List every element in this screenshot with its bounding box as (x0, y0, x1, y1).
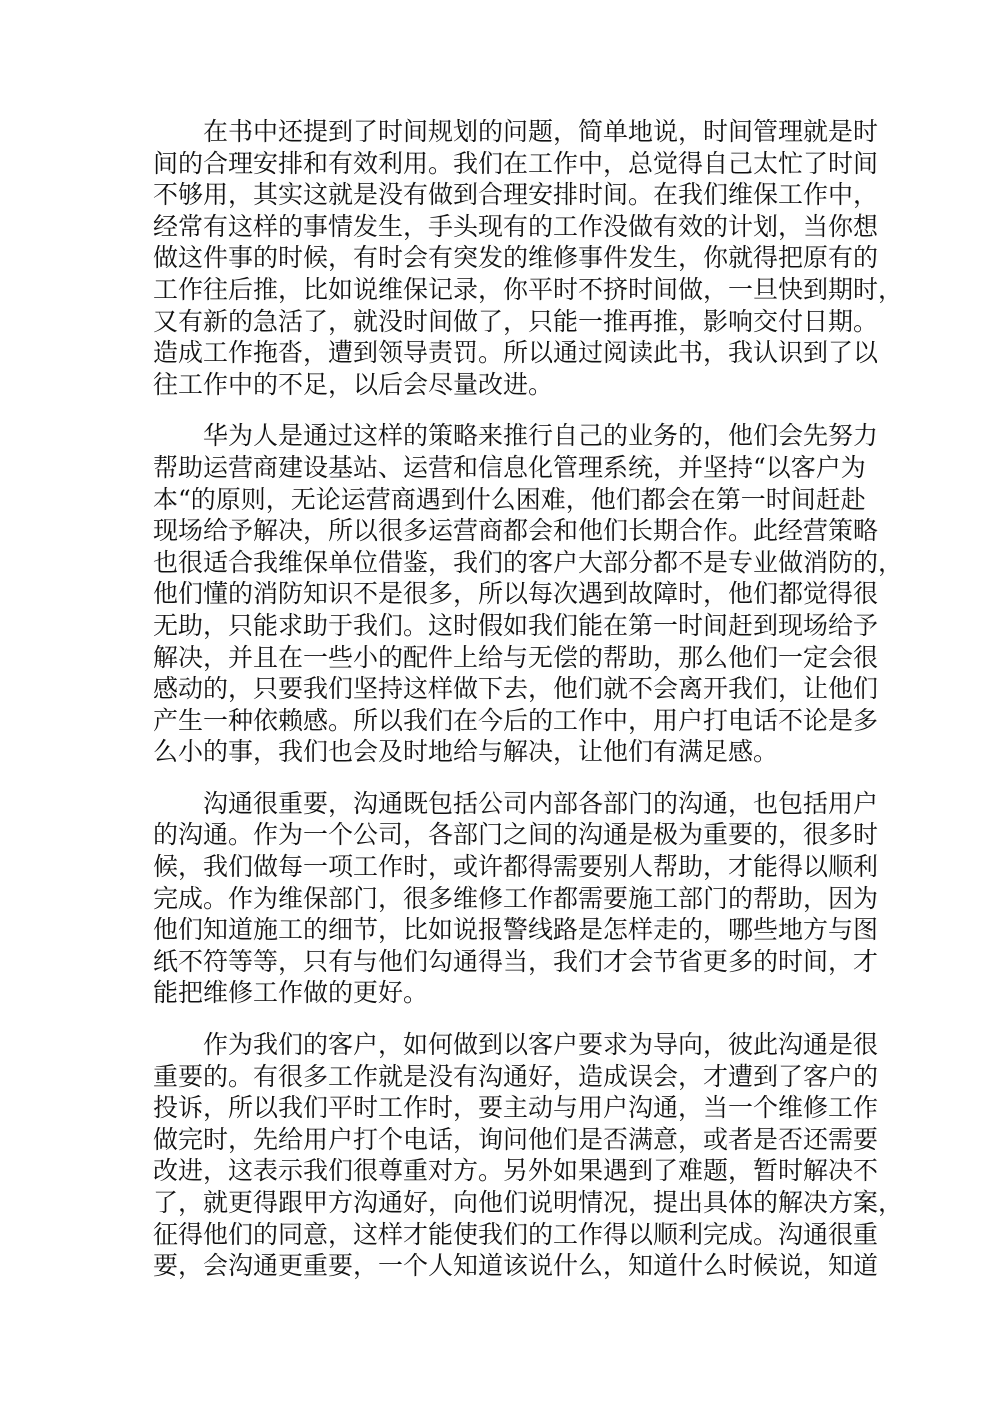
paragraph (153, 1029, 904, 1282)
paragraph (153, 420, 904, 768)
text-line: 纸不符等等，只有与他们勾通得当，我们才会节省更多的时间，才 (153, 946, 879, 976)
text-line: 了，就更得跟甲方沟通好，向他们说明情况，提出具体的解决方案， (153, 1188, 904, 1217)
text-line: 间的合理安排和有效利用。我们在工作中，总觉得自己太忙了时间 (153, 148, 879, 178)
text-line: 往工作中的不足，以后会尽量改进。 (153, 369, 554, 399)
text-line: 能把维修工作做的更好。 (153, 978, 429, 1008)
text-line: 产生一种依赖感。所以我们在今后的工作中，用户打电话不论是多 (153, 705, 879, 735)
text-line: 征得他们的同意，这样才能使我们的工作得以顺利完成。沟通很重 (153, 1219, 879, 1249)
text-line: 又有新的急活了，就没时间做了，只能一推再推，影响交付日期。 (153, 306, 879, 336)
text-line: 经常有这样的事情发生，手头现有的工作没做有效的计划，当你想 (153, 211, 879, 241)
text-line: 也很适合我维保单位借鉴，我们的客户大部分都不是专业做消防的， (153, 547, 904, 577)
paragraph (153, 788, 879, 1009)
text-line: 做完时，先给用户打个电话，询问他们是否满意，或者是否还需要 (153, 1124, 879, 1154)
paragraph (153, 116, 904, 400)
text-line: 沟通很重要，沟通既包括公司内部各部门的沟通，也包括用户 (203, 788, 879, 818)
text-line: 做这件事的时候，有时会有突发的维修事件发生，你就得把原有的 (153, 243, 879, 273)
text-line: 工作往后推，比如说维保记录，你平时不挤时间做，一旦快到期时， (153, 274, 904, 304)
text-line: 现场给予解决，所以很多运营商都会和他们长期合作。此经营策略 (153, 516, 879, 546)
text-line: 重要的。有很多工作就是没有沟通好，造成误会，才遭到了客户的 (153, 1061, 879, 1091)
text-line: 解决，并且在一些小的配件上给与无偿的帮助，那么他们一定会很 (153, 642, 879, 672)
text-line: 么小的事，我们也会及时地给与解决，让他们有满足感。 (153, 737, 779, 767)
text-line: 感动的，只要我们坚持这样做下去，他们就不会离开我们，让他们 (153, 674, 879, 704)
text-line: 的沟通。作为一个公司，各部门之间的沟通是极为重要的，很多时 (153, 820, 879, 850)
text-line: 在书中还提到了时间规划的问题，简单地说，时间管理就是时 (203, 117, 879, 146)
text-line: 候，我们做每一项工作时，或许都得需要别人帮助，才能得以顺利 (153, 852, 879, 882)
text-line: 帮助运营商建设基站、运营和信息化管理系统，并坚持“以客户为 (153, 452, 866, 482)
text-line: 要，会沟通更重要，一个人知道该说什么，知道什么时候说，知道 (153, 1251, 879, 1281)
text-line: 改进，这表示我们很尊重对方。另外如果遇到了难题，暂时解决不 (153, 1156, 879, 1186)
text-line: 他们知道施工的细节，比如说报警线路是怎样走的，哪些地方与图 (153, 915, 879, 945)
text-line: 作为我们的客户，如何做到以客户要求为导向，彼此沟通是很 (203, 1030, 879, 1060)
text-line: 他们懂的消防知识不是很多，所以每次遇到故障时，他们都觉得很 (153, 579, 879, 609)
text-line: 无助，只能求助于我们。这时假如我们能在第一时间赶到现场给予 (153, 610, 879, 640)
text-line: 完成。作为维保部门，很多维修工作都需要施工部门的帮助，因为 (153, 883, 879, 913)
text-line: 不够用，其实这就是没有做到合理安排时间。在我们维保工作中， (153, 180, 879, 210)
text-line: 华为人是通过这样的策略来推行自己的业务的，他们会先努力 (203, 421, 879, 451)
text-line: 本“的原则，无论运营商遇到什么困难，他们都会在第一时间赶赴 (153, 484, 866, 514)
document-body (153, 116, 904, 1302)
text-line: 投诉，所以我们平时工作时，要主动与用户沟通，当一个维修工作 (153, 1093, 879, 1123)
text-line: 造成工作拖沓，遭到领导责罚。所以通过阅读此书，我认识到了以 (153, 338, 879, 368)
